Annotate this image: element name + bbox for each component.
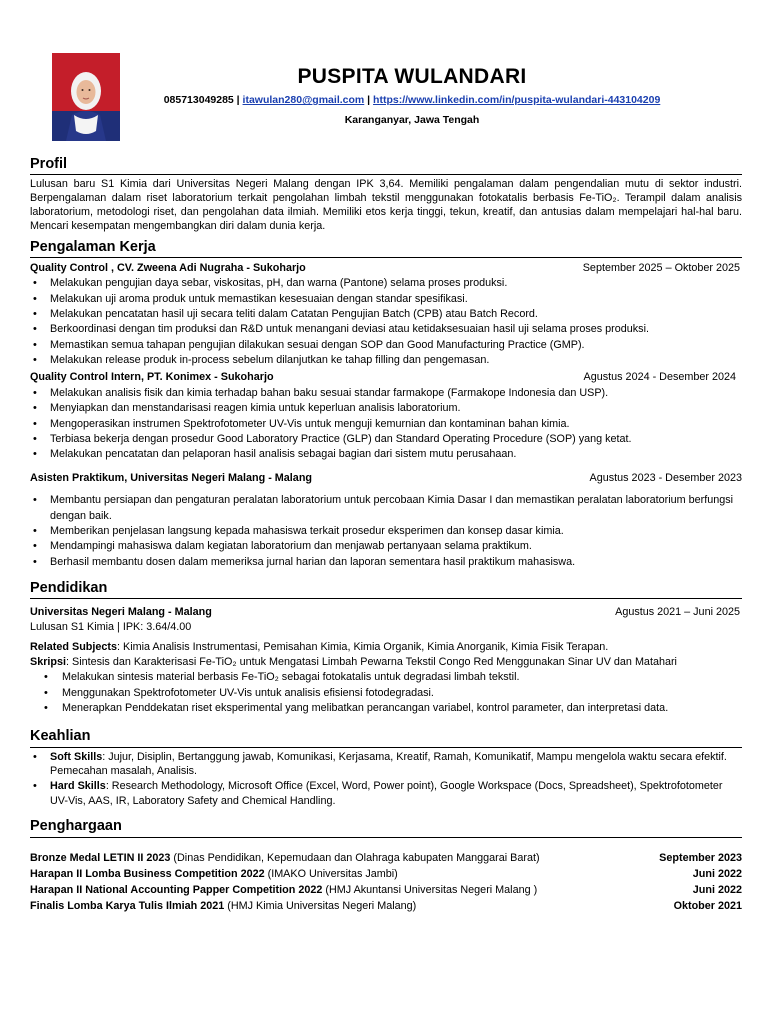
skills-list [30, 750, 742, 808]
candidate-name: PUSPITA WULANDARI [297, 65, 527, 88]
school-name: Universitas Negeri Malang [30, 606, 166, 619]
award-row [30, 866, 742, 882]
thesis-bullets [30, 670, 742, 716]
job-header [30, 261, 742, 276]
list-item: • Menerapkan Penddekatan riset eksperimental yang melibatkan perancangan variabel, kontrol parameter, dan interpretasi data. [30, 701, 742, 716]
award-row [30, 898, 742, 914]
school-city: - Malang [165, 606, 212, 619]
phone-number: 085713049285 [163, 94, 234, 107]
job-date: Agustus 2024 - Desember 2024 [583, 371, 736, 384]
job-header [30, 471, 742, 486]
award-org: (HMJ Kimia Universitas Negeri Malang) [224, 900, 417, 913]
section-title-skills: Keahlian [30, 728, 742, 747]
subjects-text: : Kimia Analisis Instrumentasi, Pemisahan Kimia, Kimia Organik, Kimia Anorganik, Kimia Fisik Terapan. [117, 641, 609, 654]
related-subjects [30, 640, 742, 655]
award-row [30, 882, 742, 898]
list-item: • Menyiapkan dan menstandarisasi reagen kimia untuk keperluan analisis laboratorium. [30, 401, 742, 416]
job-date: Agustus 2023 - Desember 2023 [589, 471, 742, 484]
soft-skills-text: : Jujur, Disiplin, Bertanggung jawab, Komunikasi, Kerjasama, Kreatif, Ramah, Komunikatif, Mampu mengelola waktu secara efektif. Pemecahan masalah, Analisis. [50, 750, 727, 778]
job-title: Quality Control Intern, PT. Konimex - Sukoharjo [30, 371, 274, 384]
separator: | [233, 94, 243, 107]
award-name: Finalis Lomba Karya Tulis Ilmiah 2021 [30, 900, 225, 913]
section-title-awards: Penghargaan [30, 818, 742, 837]
list-item: • Mengoperasikan instrumen Spektrofotometer UV-Vis untuk menguji kemurnian dan kontaminan bahan kimia. [30, 417, 742, 432]
thesis-text: : Sintesis dan Karakterisasi Fe-TiO₂ untuk Mengatasi Limbah Pewarna Tekstil Congo Red Menggunakan Sinar UV dan Matahari [66, 655, 677, 668]
award-name: Bronze Medal LETIN II 2023 [30, 851, 171, 864]
award-date: Juni 2022 [692, 883, 742, 896]
thesis [30, 655, 742, 670]
hard-skills-label: Hard Skills [50, 779, 106, 792]
list-item: • Mendampingi mahasiswa dalam kegiatan laboratorium dan menjawab pertanyaan selama praktikum. [30, 539, 742, 554]
list-item: • Melakukan release produk in-process sebelum dilanjutkan ke tahap filling dan pengemasan. [30, 353, 742, 368]
award-org: (IMAKO Universitas Jambi) [264, 867, 398, 880]
linkedin-link[interactable]: https://www.linkedin.com/in/puspita-wulandari-443104209 [373, 94, 661, 107]
section-title-experience: Pengalaman Kerja [30, 239, 742, 258]
award-org: (HMJ Akuntansi Universitas Negeri Malang ) [322, 883, 538, 896]
award-org: (Dinas Pendidikan, Kepemudaan dan Olahraga kabupaten Manggarai Barat) [170, 851, 540, 864]
list-item: • Melakukan pencatatan dan pelaporan hasil analisis sebagai bagian dari sistem mutu perusahaan. [30, 447, 742, 462]
job-bullets [30, 493, 742, 570]
soft-skills-label: Soft Skills [50, 750, 103, 763]
resume-header [120, 64, 704, 128]
job-header [30, 370, 742, 385]
thesis-label: Skripsi [30, 655, 67, 668]
award-name: Harapan II Lomba Business Competition 2022 [30, 867, 265, 880]
list-item: • Berhasil membantu dosen dalam memeriksa jurnal harian dan laporan sementara hasil praktikum mahasiswa. [30, 555, 742, 570]
separator: | [364, 94, 374, 107]
hard-skills-text: : Research Methodology, Microsoft Office (Excel, Word, Power point), Google Workspace (Docs, Spreadsheet), Spektrofotometer UV-Vis, AAS, IR, Laboratory Safety and Chemical Handling. [50, 779, 723, 807]
award-date: Juni 2022 [692, 867, 742, 880]
subjects-label: Related Subjects [30, 641, 118, 654]
list-item: • Membantu persiapan dan pengaturan peralatan laboratorium untuk percobaan Kimia Dasar I dan memastikan peralatan laboratorium berfungsi dengan baik. [30, 493, 742, 524]
list-item: • Melakukan pencatatan hasil uji secara teliti dalam Catatan Pengujian Batch (CPB) atau Batch Record. [30, 307, 742, 322]
list-item: • Melakukan analisis fisik dan kimia terhadap bahan baku sesuai standar farmakope (Farmakope Indonesia dan USP). [30, 386, 742, 401]
job-bullets [30, 276, 742, 368]
award-date: September 2023 [659, 851, 742, 864]
list-item: • Melakukan uji aroma produk untuk memastikan kesesuaian dengan standar spesifikasi. [30, 292, 742, 307]
list-item: • Terbiasa bekerja dengan prosedur Good Laboratory Practice (GLP) dan Standard Operating Procedure (SOP) yang ketat. [30, 432, 742, 447]
list-item: • Melakukan pengujian daya sebar, viskositas, pH, dan warna (Pantone) selama proses produksi. [30, 276, 742, 291]
award-row [30, 850, 742, 866]
job-title: Asisten Praktikum, Universitas Negeri Malang - Malang [30, 471, 313, 484]
award-date: Oktober 2021 [673, 900, 742, 913]
profile-photo [52, 53, 120, 141]
section-title-profil: Profil [30, 156, 742, 175]
contact-line [120, 93, 704, 107]
job-title: Quality Control , CV. Zweena Adi Nugraha - Sukoharjo [30, 261, 306, 274]
education-header [30, 605, 742, 620]
job-date: September 2025 – Oktober 2025 [582, 261, 740, 274]
awards-list [30, 850, 742, 915]
resume-body [30, 150, 742, 914]
job-bullets [30, 386, 742, 463]
email-link[interactable]: itawulan280@gmail.com [242, 94, 365, 107]
location: Karanganyar, Jawa Tengah [344, 114, 480, 127]
profil-text: Lulusan baru S1 Kimia dari Universitas Negeri Malang dengan IPK 3,64. Memiliki pengalaman dalam pengendalian mutu di sektor industri. Berpengalaman dalam riset laboratorium terkait pengolahan limbah tekstil menggunakan fotokatalis berbasis Fe-TiO₂. Terampil dalam analisis laboratorium, metodologi riset, dan pengolahan data ilmiah. Memiliki etos kerja tinggi, tekun, kreatif, dan antusias dalam mempelajari hal-hal baru. Mencari kesempatan mengembangkan diri dalam dunia kerja. [30, 178, 742, 233]
hard-skills [30, 779, 742, 808]
list-item: • Melakukan sintesis material berbasis Fe-TiO₂ sebagai fotokatalis untuk degradasi limbah tekstil. [30, 670, 742, 685]
soft-skills [30, 750, 742, 779]
list-item: • Memberikan penjelasan langsung kepada mahasiswa terkait prosedur eksperimen dan konsep dasar kimia. [30, 524, 742, 539]
list-item: • Memastikan semua tahapan pengujian dilakukan sesuai dengan SOP dan Good Manufacturing Practice (GMP). [30, 338, 742, 353]
list-item: • Berkoordinasi dengan tim produksi dan R&D untuk menangani deviasi atau ketidaksesuaian hasil uji selama proses produksi. [30, 322, 742, 337]
degree-line: Lulusan S1 Kimia | IPK: 3.64/4.00 [30, 620, 192, 633]
award-name: Harapan II National Accounting Papper Competition 2022 [30, 883, 323, 896]
section-title-education: Pendidikan [30, 580, 742, 599]
list-item: • Menggunakan Spektrofotometer UV-Vis untuk analisis efisiensi fotodegradasi. [30, 686, 742, 701]
education-date: Agustus 2021 – Juni 2025 [615, 606, 740, 619]
